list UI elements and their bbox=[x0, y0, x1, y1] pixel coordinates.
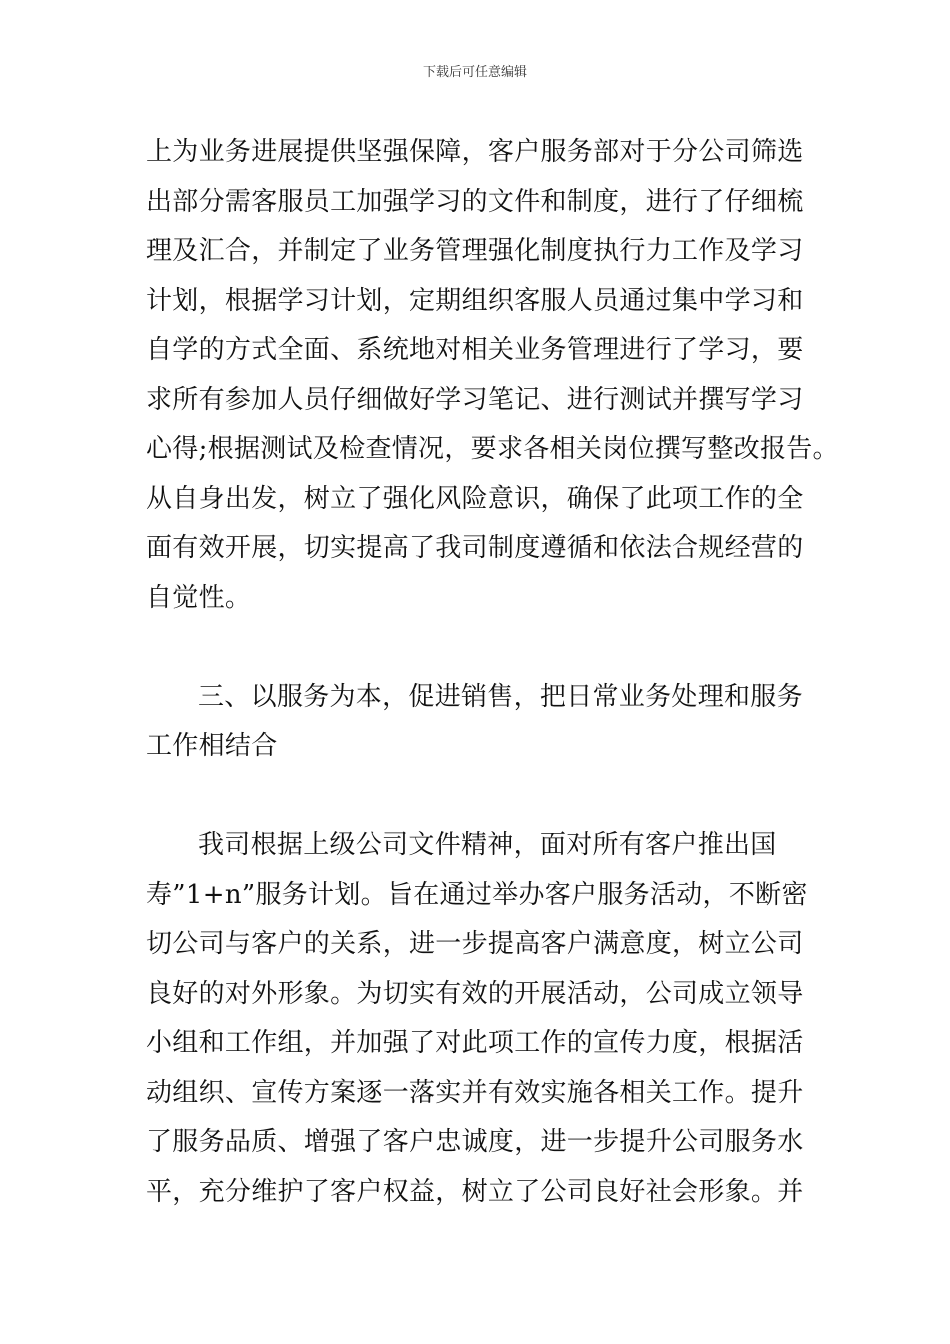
text-line: 切公司与客户的关系，进一步提高客户满意度，树立公司 bbox=[146, 929, 804, 959]
text-line: 了服务品质、增强了客户忠诚度，进一步提升公司服务水 bbox=[146, 1127, 804, 1157]
section-heading-3 bbox=[146, 673, 826, 772]
text-line: 自觉性。 bbox=[146, 582, 252, 613]
text-line: 平，充分维护了客户权益，树立了公司良好社会形象。并 bbox=[146, 1176, 804, 1207]
text-line: 自学的方式全面、系统地对相关业务管理进行了学习，要 bbox=[146, 335, 804, 365]
text-line: 面有效开展，切实提高了我司制度遵循和依法合规经营的 bbox=[146, 533, 804, 563]
paragraph-2 bbox=[146, 821, 826, 1217]
heading-line: 三、以服务为本，促进销售，把日常业务处理和服务 bbox=[198, 681, 803, 712]
text-line: 理及汇合，并制定了业务管理强化制度执行力工作及学习 bbox=[146, 236, 804, 266]
heading-line: 工作相结合 bbox=[146, 731, 278, 761]
text-line: 求所有参加人员仔细做好学习笔记、进行测试并撰写学习 bbox=[146, 384, 804, 415]
paragraph-1 bbox=[146, 128, 839, 623]
paragraph-gap bbox=[146, 772, 826, 822]
paragraph-gap bbox=[146, 623, 826, 673]
text-line: 寿”1+n”服务计划。旨在通过举办客户服务活动，不断密 bbox=[146, 879, 808, 910]
page-header: 下载后可任意编辑 bbox=[422, 65, 527, 80]
text-line: 出部分需客服员工加强学习的文件和制度，进行了仔细梳 bbox=[146, 186, 804, 217]
text-line: 良好的对外形象。为切实有效的开展活动，公司成立领导 bbox=[146, 978, 804, 1009]
text-line: 心得;根据测试及检查情况，要求各相关岗位撰写整改报告。 bbox=[146, 434, 839, 464]
text-line: 上为业务进展提供坚强保障，客户服务部对于分公司筛选 bbox=[146, 137, 804, 167]
text-line: 小组和工作组，并加强了对此项工作的宣传力度，根据活 bbox=[146, 1028, 804, 1058]
text-line: 我司根据上级公司文件精神，面对所有客户推出国 bbox=[198, 830, 777, 860]
text-line: 动组织、宣传方案逐一落实并有效实施各相关工作。提升 bbox=[146, 1077, 804, 1108]
document-body bbox=[146, 128, 839, 1217]
text-line: 计划，根据学习计划，定期组织客服人员通过集中学习和 bbox=[146, 285, 804, 316]
text-line: 从自身出发，树立了强化风险意识，确保了此项工作的全 bbox=[146, 483, 804, 514]
